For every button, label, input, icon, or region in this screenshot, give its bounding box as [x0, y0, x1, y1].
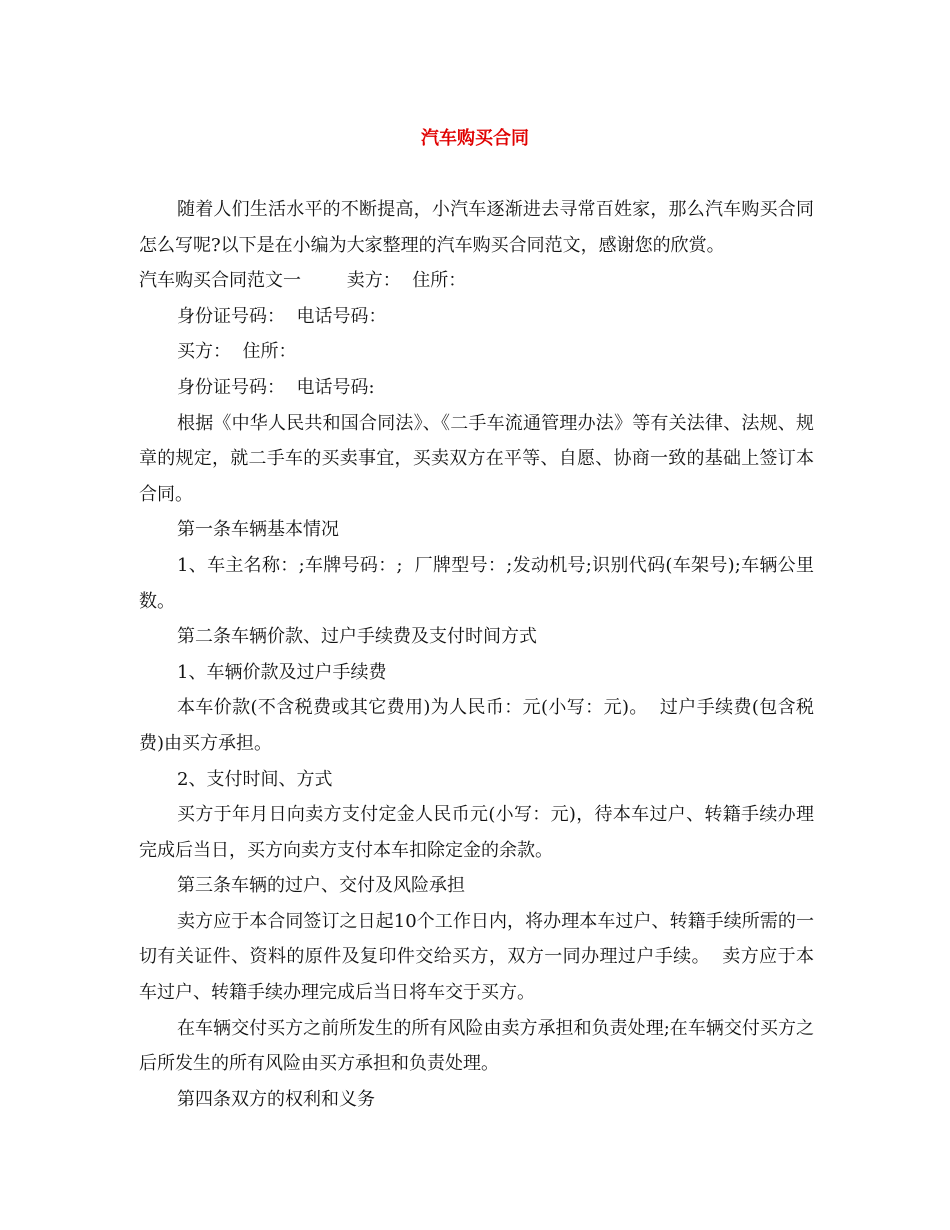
paragraph: 买方： 住所： [177, 341, 297, 363]
document-body [139, 192, 814, 1117]
paragraph: 随着人们生活水平的不断提高，小汽车逐渐进去寻常百姓家，那么汽车购买合同怎么写呢?以下是在小编为大家整理的汽车购买合同范文，感谢您的欣赏。 [139, 199, 814, 256]
paragraph: 2、支付时间、方式 [177, 768, 333, 790]
paragraph: 1、车主名称：;车牌号码：; 厂牌型号：;发动机号;识别代码(车架号);车辆公里数。 [139, 554, 814, 612]
paragraph: 卖方应于本合同签订之日起10个工作日内，将办理本车过户、转籍手续所需的一切有关证件、资料的原件及复印件交给买方，双方一同办理过户手续。 卖方应于本车过户、转籍手续办理完成后当日将车交于买方。 [139, 910, 814, 1004]
paragraph: 身份证号码： 电话号码: [177, 376, 375, 398]
paragraph: 第四条双方的权利和义务 [177, 1088, 375, 1110]
paragraph: 第二条车辆价款、过户手续费及支付时间方式 [177, 626, 537, 648]
paragraph: 第三条车辆的过户、交付及风险承担 [177, 875, 465, 897]
paragraph: 汽车购买合同范文一 卖方： 住所： [139, 270, 467, 292]
document-title: 汽车购买合同 [421, 128, 529, 149]
paragraph: 根据《中华人民共和国合同法》、《二手车流通管理办法》等有关法律、法规、规章的规定，就二手车的买卖事宜，买卖双方在平等、自愿、协商一致的基础上签订本合同。 [139, 412, 814, 505]
paragraph: 1、车辆价款及过户手续费 [177, 661, 387, 683]
paragraph: 身份证号码： 电话号码： [177, 305, 387, 327]
paragraph: 买方于年月日向卖方支付定金人民币元(小写：元)，待本车过户、转籍手续办理完成后当日，买方向卖方支付本车扣除定金的余款。 [139, 804, 814, 861]
paragraph: 第一条车辆基本情况 [177, 519, 339, 541]
paragraph: 本车价款(不含税费或其它费用)为人民币：元(小写：元)。 过户手续费(包含税费)由买方承担。 [139, 697, 814, 754]
paragraph: 在车辆交付买方之前所发生的所有风险由卖方承担和负责处理;在车辆交付买方之后所发生的所有风险由买方承担和负责处理。 [139, 1017, 814, 1075]
